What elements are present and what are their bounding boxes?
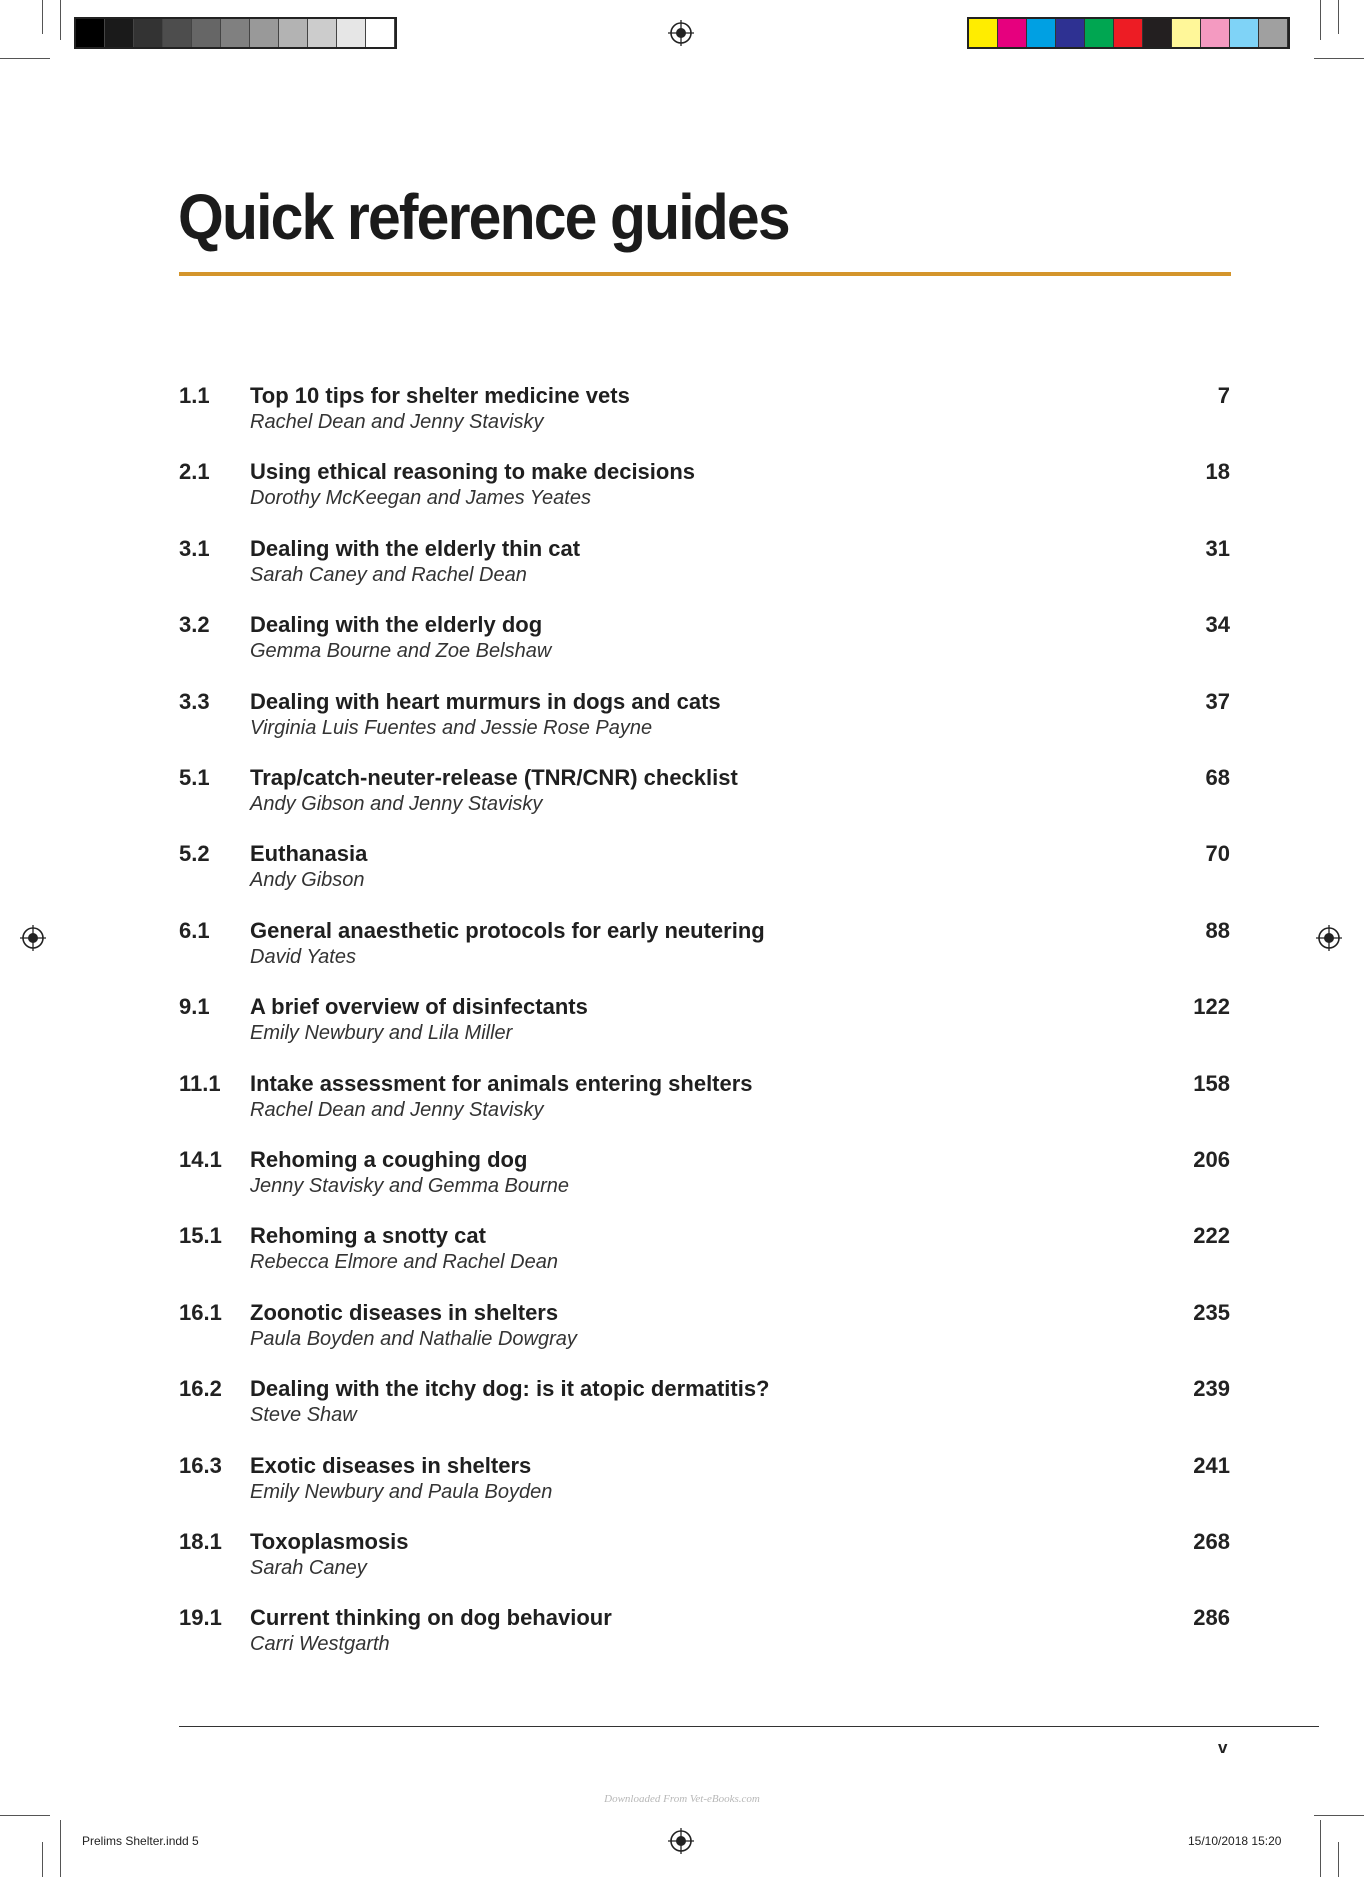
entry-number: 16.1 xyxy=(179,1300,222,1325)
entry-number: 5.2 xyxy=(179,841,210,866)
contents-entry[interactable] xyxy=(0,1223,1364,1283)
entry-number: 19.1 xyxy=(179,1605,222,1630)
color-swatch xyxy=(1201,19,1230,47)
entry-page-number: 222 xyxy=(1193,1223,1230,1248)
entry-authors: Rachel Dean and Jenny Stavisky xyxy=(250,411,544,433)
contents-entry[interactable] xyxy=(0,1300,1364,1360)
color-swatch xyxy=(1056,19,1085,47)
entry-page-number: 7 xyxy=(1217,383,1230,408)
entry-page-number: 206 xyxy=(1193,1147,1230,1172)
registration-mark-icon xyxy=(668,1828,694,1854)
color-swatch xyxy=(308,19,337,47)
entry-number: 1.1 xyxy=(179,383,210,408)
footer-rule xyxy=(179,1726,1319,1727)
entry-page-number: 158 xyxy=(1193,1071,1230,1096)
contents-entry[interactable] xyxy=(0,1529,1364,1589)
entry-authors: Dorothy McKeegan and James Yeates xyxy=(250,487,591,509)
contents-entry[interactable] xyxy=(0,689,1364,749)
entry-authors: Sarah Caney and Rachel Dean xyxy=(250,564,527,586)
entry-authors: Jenny Stavisky and Gemma Bourne xyxy=(250,1175,570,1197)
entry-title: Exotic diseases in shelters xyxy=(250,1453,532,1478)
entry-authors: David Yates xyxy=(250,946,356,968)
color-swatch xyxy=(337,19,366,47)
entry-page-number: 286 xyxy=(1193,1605,1230,1630)
crop-mark xyxy=(1314,1815,1364,1816)
entry-page-number: 88 xyxy=(1205,918,1230,943)
date-slug: 15/10/2018 15:20 xyxy=(1188,1834,1282,1848)
entry-title: Euthanasia xyxy=(250,841,368,866)
entry-authors: Sarah Caney xyxy=(250,1557,367,1579)
entry-number: 3.2 xyxy=(179,612,210,637)
crop-mark xyxy=(0,1815,50,1816)
entry-authors: Rachel Dean and Jenny Stavisky xyxy=(250,1099,544,1121)
entry-number: 3.3 xyxy=(179,689,210,714)
entry-page-number: 268 xyxy=(1193,1529,1230,1554)
entry-authors: Rebecca Elmore and Rachel Dean xyxy=(250,1251,558,1273)
page-title: Quick reference guides xyxy=(178,181,789,253)
process-color-bar xyxy=(967,17,1290,49)
entry-title: Trap/catch-neuter-release (TNR/CNR) checklist xyxy=(250,765,738,790)
entry-title: General anaesthetic protocols for early neutering xyxy=(250,918,765,943)
contents-entry[interactable] xyxy=(0,765,1364,825)
color-swatch xyxy=(366,19,395,47)
contents-entry[interactable] xyxy=(0,1605,1364,1665)
contents-entry[interactable] xyxy=(0,994,1364,1054)
contents-entry[interactable] xyxy=(0,612,1364,672)
contents-entry[interactable] xyxy=(0,1071,1364,1131)
color-swatch xyxy=(250,19,279,47)
entry-page-number: 122 xyxy=(1193,994,1230,1019)
color-swatch xyxy=(969,19,998,47)
entry-title: Dealing with heart murmurs in dogs and cats xyxy=(250,689,721,714)
entry-authors: Andy Gibson xyxy=(250,869,365,891)
crop-mark xyxy=(42,1842,43,1877)
entry-title: Using ethical reasoning to make decisions xyxy=(250,459,696,484)
entry-number: 16.3 xyxy=(179,1453,222,1478)
entry-title: Dealing with the elderly dog xyxy=(250,612,543,637)
registration-mark-icon xyxy=(668,20,694,46)
entry-title: Current thinking on dog behaviour xyxy=(250,1605,612,1630)
entry-number: 14.1 xyxy=(179,1147,222,1172)
entry-number: 5.1 xyxy=(179,765,210,790)
contents-entry[interactable] xyxy=(0,1453,1364,1513)
crop-mark xyxy=(1320,0,1321,40)
entry-number: 15.1 xyxy=(179,1223,222,1248)
crop-mark xyxy=(0,58,50,59)
watermark: Downloaded From Vet-eBooks.com xyxy=(604,1793,760,1805)
color-swatch xyxy=(1259,19,1288,47)
entry-title: Dealing with the elderly thin cat xyxy=(250,536,581,561)
crop-mark xyxy=(60,0,61,40)
entry-title: Top 10 tips for shelter medicine vets xyxy=(250,383,630,408)
entry-number: 11.1 xyxy=(179,1071,221,1096)
color-swatch xyxy=(221,19,250,47)
entry-number: 6.1 xyxy=(179,918,210,943)
page-number: v xyxy=(1218,1738,1228,1757)
entry-page-number: 235 xyxy=(1193,1300,1230,1325)
crop-mark xyxy=(60,1820,61,1877)
entry-authors: Gemma Bourne and Zoe Belshaw xyxy=(250,640,552,662)
entry-authors: Carri Westgarth xyxy=(250,1633,390,1655)
entry-page-number: 34 xyxy=(1205,612,1230,637)
contents-entry[interactable] xyxy=(0,918,1364,978)
entry-title: Rehoming a coughing dog xyxy=(250,1147,528,1172)
entry-page-number: 68 xyxy=(1205,765,1230,790)
crop-mark xyxy=(1338,1842,1339,1877)
entry-authors: Steve Shaw xyxy=(250,1404,357,1426)
entry-title: Intake assessment for animals entering shelters xyxy=(250,1071,753,1096)
color-swatch xyxy=(279,19,308,47)
entry-number: 2.1 xyxy=(179,459,210,484)
color-swatch xyxy=(192,19,221,47)
color-swatch xyxy=(1027,19,1056,47)
entry-authors: Emily Newbury and Paula Boyden xyxy=(250,1481,553,1503)
entry-page-number: 239 xyxy=(1193,1376,1230,1401)
crop-mark xyxy=(1338,0,1339,34)
color-swatch xyxy=(105,19,134,47)
entry-authors: Virginia Luis Fuentes and Jessie Rose Payne xyxy=(250,717,653,739)
contents-entry[interactable] xyxy=(0,459,1364,519)
entry-title: Zoonotic diseases in shelters xyxy=(250,1300,559,1325)
contents-entry[interactable] xyxy=(0,1376,1364,1436)
contents-entry[interactable] xyxy=(0,383,1364,443)
color-swatch xyxy=(1114,19,1143,47)
entry-title: Dealing with the itchy dog: is it atopic dermatitis? xyxy=(250,1376,770,1401)
color-swatch xyxy=(998,19,1027,47)
entry-title: A brief overview of disinfectants xyxy=(250,994,588,1019)
entry-page-number: 70 xyxy=(1205,841,1230,866)
entry-number: 3.1 xyxy=(179,536,210,561)
entry-page-number: 18 xyxy=(1205,459,1230,484)
color-swatch xyxy=(1085,19,1114,47)
entry-title: Toxoplasmosis xyxy=(250,1529,409,1554)
entry-page-number: 31 xyxy=(1205,536,1230,561)
entry-authors: Andy Gibson and Jenny Stavisky xyxy=(250,793,543,815)
contents-entry[interactable] xyxy=(0,1147,1364,1207)
crop-mark xyxy=(1314,58,1364,59)
entry-number: 9.1 xyxy=(179,994,210,1019)
entry-page-number: 241 xyxy=(1193,1453,1230,1478)
color-swatch xyxy=(76,19,105,47)
contents-entry[interactable] xyxy=(0,536,1364,596)
color-swatch xyxy=(134,19,163,47)
entry-authors: Paula Boyden and Nathalie Dowgray xyxy=(250,1328,577,1350)
file-slug: Prelims Shelter.indd 5 xyxy=(82,1834,199,1848)
title-underline xyxy=(179,272,1231,276)
crop-mark xyxy=(42,0,43,34)
contents-entry[interactable] xyxy=(0,841,1364,901)
grayscale-color-bar xyxy=(74,17,397,49)
color-swatch xyxy=(1143,19,1172,47)
color-swatch xyxy=(1230,19,1259,47)
crop-mark xyxy=(1320,1820,1321,1877)
color-swatch xyxy=(1172,19,1201,47)
entry-page-number: 37 xyxy=(1205,689,1230,714)
entry-number: 16.2 xyxy=(179,1376,222,1401)
entry-authors: Emily Newbury and Lila Miller xyxy=(250,1022,513,1044)
entry-title: Rehoming a snotty cat xyxy=(250,1223,486,1248)
entry-number: 18.1 xyxy=(179,1529,222,1554)
color-swatch xyxy=(163,19,192,47)
